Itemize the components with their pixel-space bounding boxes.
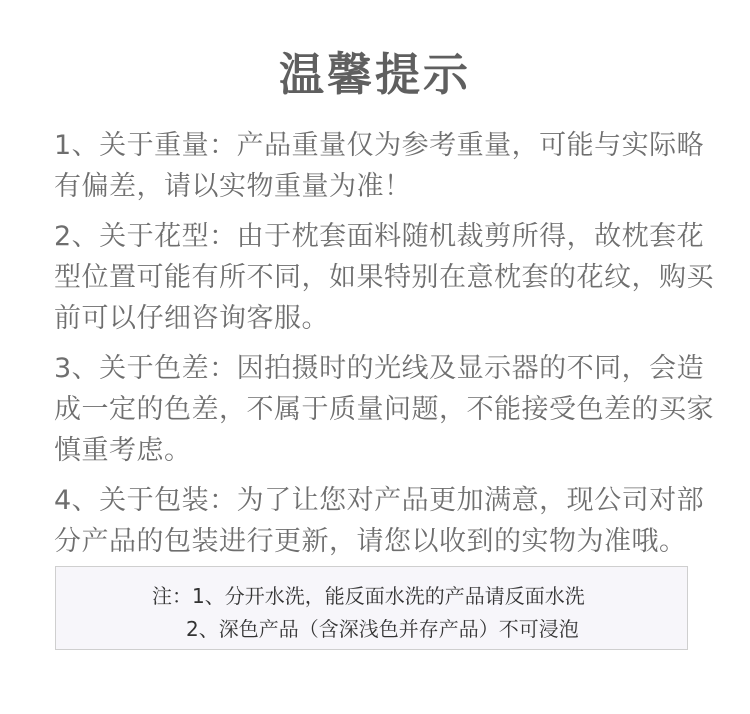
care-note-soak: 2、深色产品（含深浅色并存产品）不可浸泡 xyxy=(186,617,579,641)
notice-weight: 1、关于重量：产品重量仅为参考重量，可能与实际略有偏差，请以实物重量为准！ xyxy=(54,130,705,202)
care-note-box xyxy=(55,566,688,650)
notice-pattern: 2、关于花型：由于枕套面料随机裁剪所得，故枕套花型位置可能有所不同，如果特别在意枕套的花纹，购买前可以仔细咨询客服。 xyxy=(54,221,714,334)
notice-list xyxy=(54,125,714,571)
notice-packaging: 4、关于包装：为了让您对产品更加满意，现公司对部分产品的包装进行更新，请您以收到的实物为准哦。 xyxy=(54,485,705,557)
notice-color-difference: 3、关于色差：因拍摄时的光线及显示器的不同，会造成一定的色差，不属于质量问题，不能接受色差的买家慎重考虑。 xyxy=(54,353,714,466)
care-note-wash: 注：1、分开水洗，能反面水洗的产品请反面水洗 xyxy=(152,584,585,608)
page-title: 温馨提示 xyxy=(278,48,471,101)
